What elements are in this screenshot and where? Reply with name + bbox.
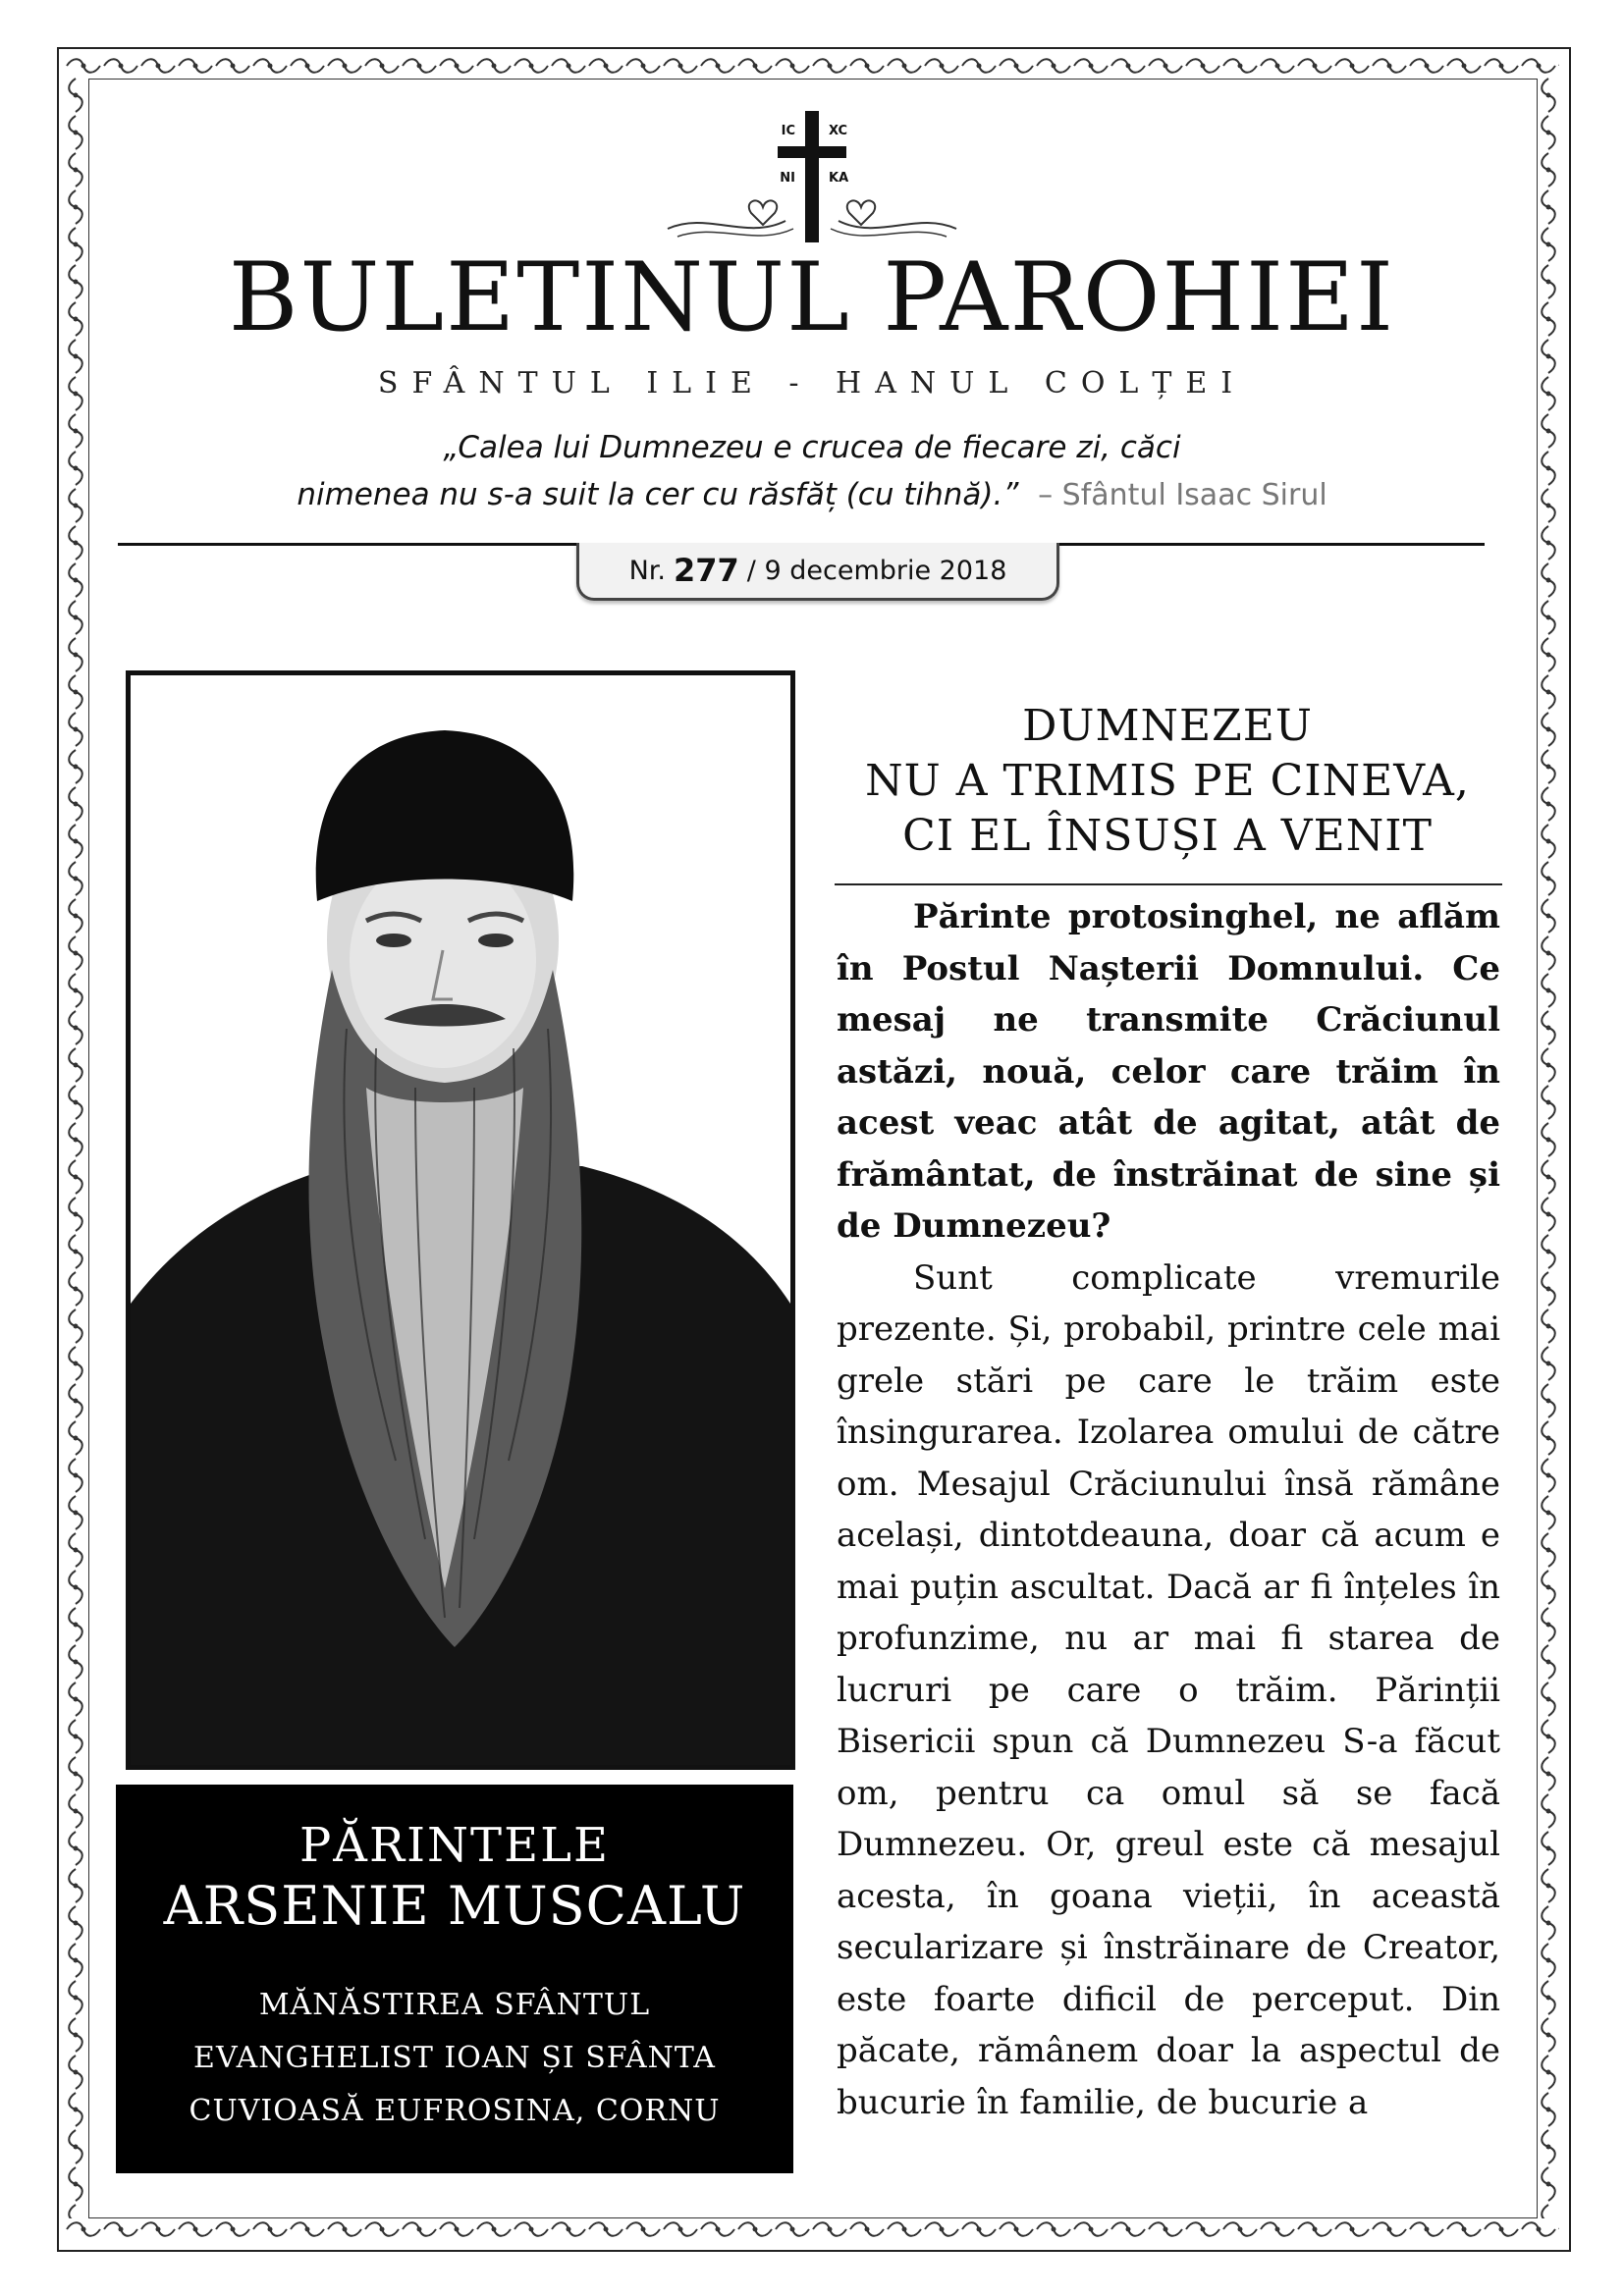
top-ornament-border	[65, 55, 1559, 77]
quote-line-2: nimenea nu s-a suit la cer cu răsfăț (cu tihnă).”	[297, 477, 1019, 512]
portrait-photo	[126, 670, 795, 1770]
quote-line-1: „Calea lui Dumnezeu e crucea de fiecare zi, căci	[443, 430, 1181, 465]
caption-name: ARSENIE MUSCALU	[163, 1875, 746, 1937]
bottom-ornament-border	[65, 2218, 1559, 2240]
interview-question: Părinte protosinghel, ne aflăm în Postul Nașterii Domnului. Ce mesaj ne transmite Crăciunul astăzi, nouă, celor care trăim în acest veac atât de agitat, atât de frământat, de înstrăinat de sine și de Dumnezeu?	[837, 897, 1500, 1246]
bulletin-title: BULETINUL PAROHIEI	[228, 242, 1396, 352]
article-title	[833, 699, 1502, 864]
quote-line-2-wrap	[297, 477, 1326, 512]
quote-author: – Sfântul Isaac Sirul	[1038, 478, 1327, 512]
caption-monastery	[135, 1979, 774, 2138]
issue-badge	[576, 543, 1059, 601]
issue-prefix: Nr.	[628, 555, 666, 586]
interview-answer: Sunt complicate vremurile prezente. Și, probabil, printre cele mai grele stări pe care le trăim este însingurarea. Izolarea omului de către om. Mesajul Crăciunului însă rămâne același, dintotdeauna, doar că acum e mai puțin ascultat. Dacă ar fi înțeles în profunzime, nu ar mai fi starea de lucruri pe care o trăim. Părinții Bisericii spun că Dumnezeu S-a făcut om, pentru ca omul să se facă Dumnezeu. Or, greul este că mesajul acesta, în goana vieții, în această secularizare și înstrăinare de Creator, este foarte dificil de perceput. Din păcate, rămânem doar la aspectul de bucurie în familie, de bucurie a	[837, 1257, 1500, 2122]
caption-place-line-3: CUVIOASĂ EUFROSINA, CORNU	[189, 2094, 721, 2128]
article-divider	[835, 883, 1502, 885]
article-title-line-3: CI EL ÎNSUȘI A VENIT	[902, 811, 1433, 861]
emblem-letter-ni: NI	[780, 171, 795, 186]
article-title-line-1: DUMNEZEU	[1022, 701, 1313, 751]
parish-subtitle: SFÂNTUL ILIE - HANUL COLȚEI	[377, 366, 1247, 400]
article-title-line-2: NU A TRIMIS PE CINEVA,	[865, 756, 1470, 806]
cross-emblem	[648, 103, 976, 250]
caption-title: PĂRINTELE	[298, 1818, 611, 1873]
caption-box	[116, 1785, 793, 2173]
caption-place-line-1: MĂNĂSTIREA SFÂNTUL	[258, 1988, 651, 2022]
issue-number: 277	[674, 552, 739, 589]
emblem-letter-xc: XC	[829, 124, 848, 138]
emblem-letter-ka: KA	[829, 171, 849, 186]
article-body	[837, 891, 1500, 2128]
left-ornament-border	[65, 77, 86, 2218]
caption-place-line-2: EVANGHELIST IOAN ȘI SFÂNTA	[193, 2041, 716, 2075]
header-quote	[157, 424, 1467, 519]
portrait-illustration	[131, 675, 790, 1765]
right-ornament-border	[1538, 77, 1559, 2218]
issue-date: / 9 decembrie 2018	[746, 555, 1007, 586]
cross-icon	[648, 103, 976, 250]
emblem-letter-ic: IC	[781, 124, 795, 138]
